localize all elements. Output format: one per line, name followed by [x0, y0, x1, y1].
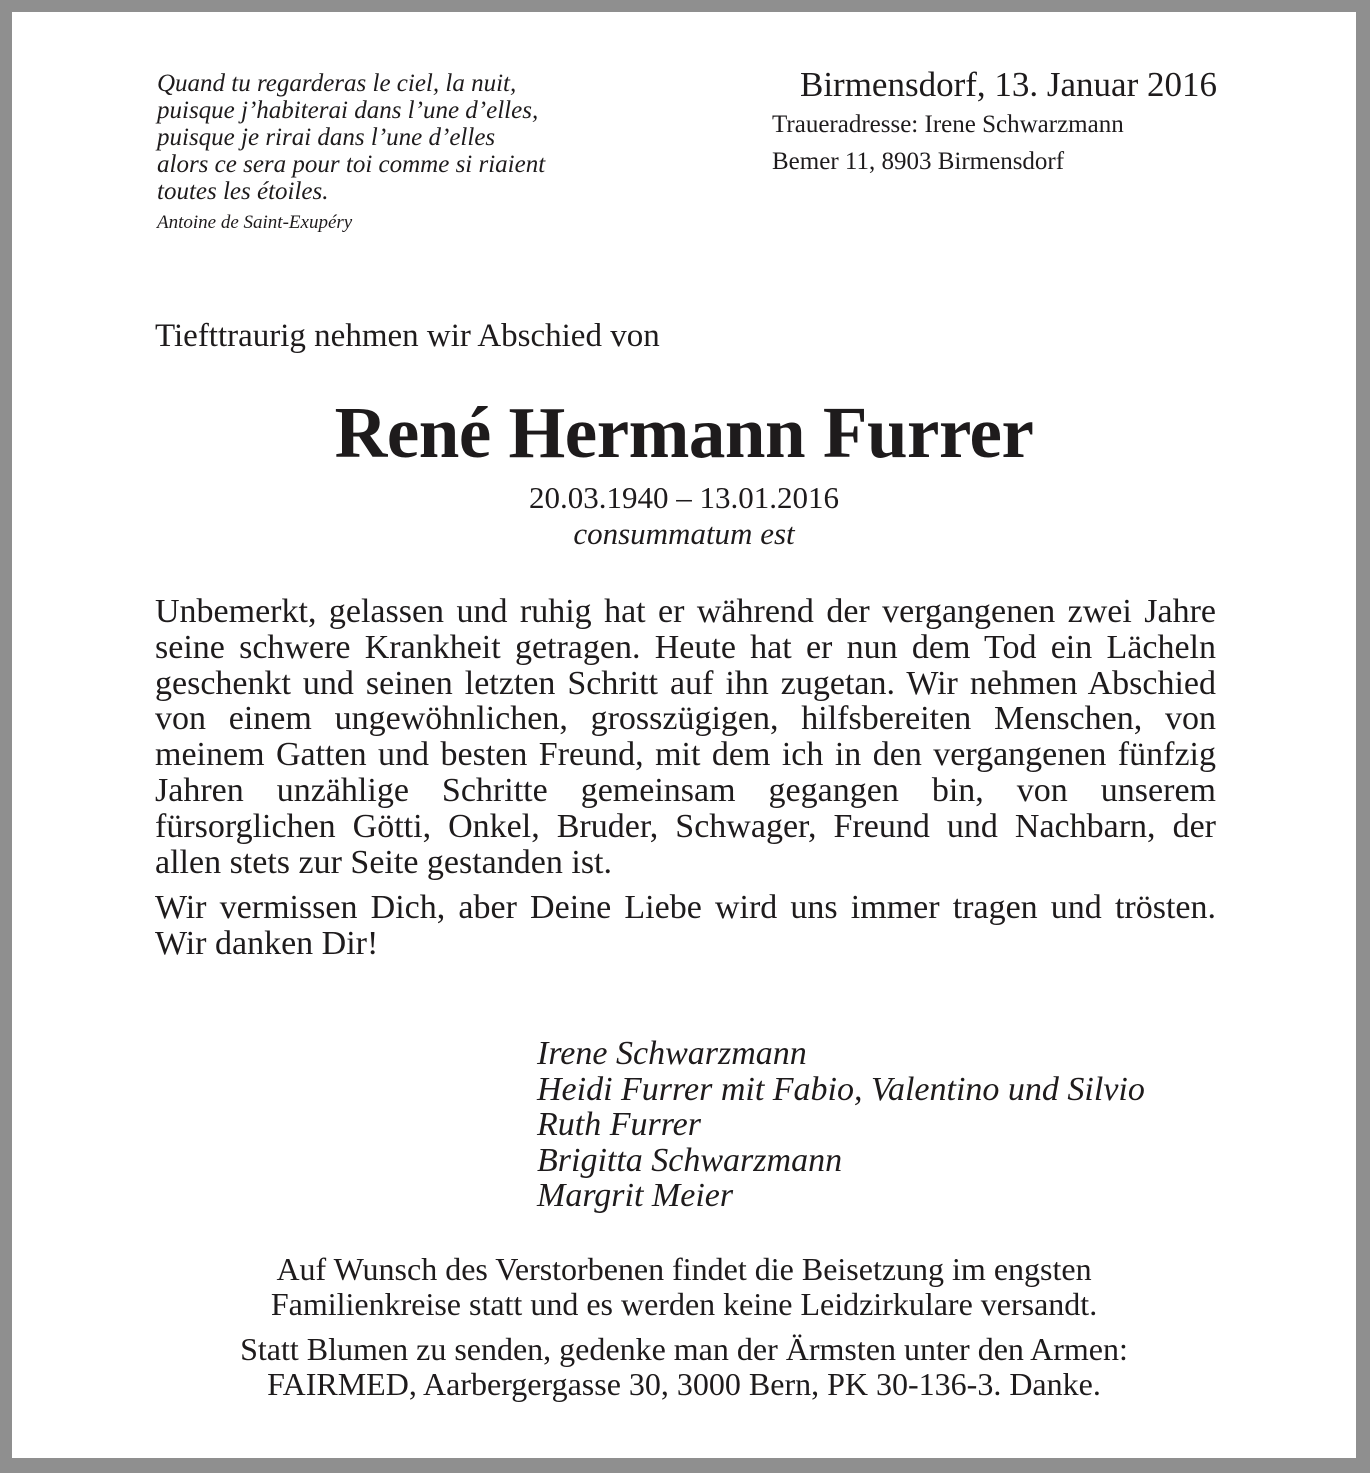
place-date: Birmensdorf, 13. Januar 2016: [799, 65, 1217, 104]
donation-info: [12, 1332, 1356, 1402]
mourning-address-line-2: Bemer 11, 8903 Birmensdorf: [772, 148, 1065, 175]
quote-line: alors ce sera pour toi comme si riaient: [157, 151, 546, 178]
body-paragraph-2: Wir vermissen Dich, aber Deine Liebe wird uns immer tragen und trösten. Wir danken Dir!: [155, 889, 1216, 963]
place-and-address: [657, 64, 1217, 180]
life-dates-block: [12, 480, 1356, 552]
funeral-info-line: Familienkreise statt und es werden keine Leidzirkulare versandt.: [270, 1286, 1098, 1322]
funeral-info: [12, 1252, 1356, 1322]
quote-line: Quand tu regarderas le ciel, la nuit,: [157, 70, 517, 97]
deceased-name: René Hermann Furrer: [334, 392, 1034, 473]
mourner-name: Heidi Furrer mit Fabio, Valentino und Silvio: [537, 1070, 1145, 1108]
obituary-text: [155, 594, 1216, 972]
donation-info-line: FAIRMED, Aarbergergasse 30, 3000 Bern, PK 30-136-3. Danke.: [267, 1366, 1101, 1402]
donation-info-line: Statt Blumen zu senden, gedenke man der Ärmsten unter den Armen:: [240, 1331, 1128, 1367]
epigraph-quote: [157, 70, 677, 234]
quote-line: toutes les étoiles.: [157, 178, 329, 205]
body-paragraph-1: Unbemerkt, gelassen und ruhig hat er während der vergangenen zwei Jahre seine schwere Krankheit getragen. Heute hat er nun dem Tod ein Lächeln geschenkt und seinen letzten Schritt auf ihn zugetan. Wir nehmen Abschied von einem ungewöhnlichen, grosszügigen, hilfsbereiten Menschen, von meinem Gatten und besten Freund, mit dem ich in den vergangenen fünfzig Jahren unzählige Schritte gemeinsam gegangen bin, von unserem fürsorglichen Götti, Onkel, Bruder, Schwager, Freund und Nachbarn, der allen stets zur Seite gestanden ist.: [155, 593, 1216, 881]
mourner-name: Ruth Furrer: [537, 1106, 702, 1143]
quote-line: puisque j’habiterai dans l’une d’elles,: [157, 97, 539, 124]
life-dates: 20.03.1940 – 13.01.2016: [529, 480, 839, 515]
quote-line: puisque je rirai dans l’une d’elles: [157, 124, 496, 151]
mourner-name: Irene Schwarzmann: [537, 1035, 807, 1072]
intro-text: Tiefttraurig nehmen wir Abschied von: [155, 318, 660, 354]
mourner-name: Margrit Meier: [537, 1177, 734, 1214]
mourners-list: [537, 1036, 1145, 1214]
funeral-info-line: Auf Wunsch des Verstorbenen findet die Beisetzung im engsten: [276, 1251, 1092, 1287]
obituary-page: [12, 12, 1356, 1458]
mourner-name: Brigitta Schwarzmann: [537, 1141, 843, 1179]
funeral-notice: [12, 1252, 1356, 1412]
quote-author: Antoine de Saint-Exupéry: [157, 212, 353, 233]
mourning-address-line-1: Traueradresse: Irene Schwarzmann: [772, 111, 1124, 138]
motto: consummatum est: [573, 516, 795, 551]
